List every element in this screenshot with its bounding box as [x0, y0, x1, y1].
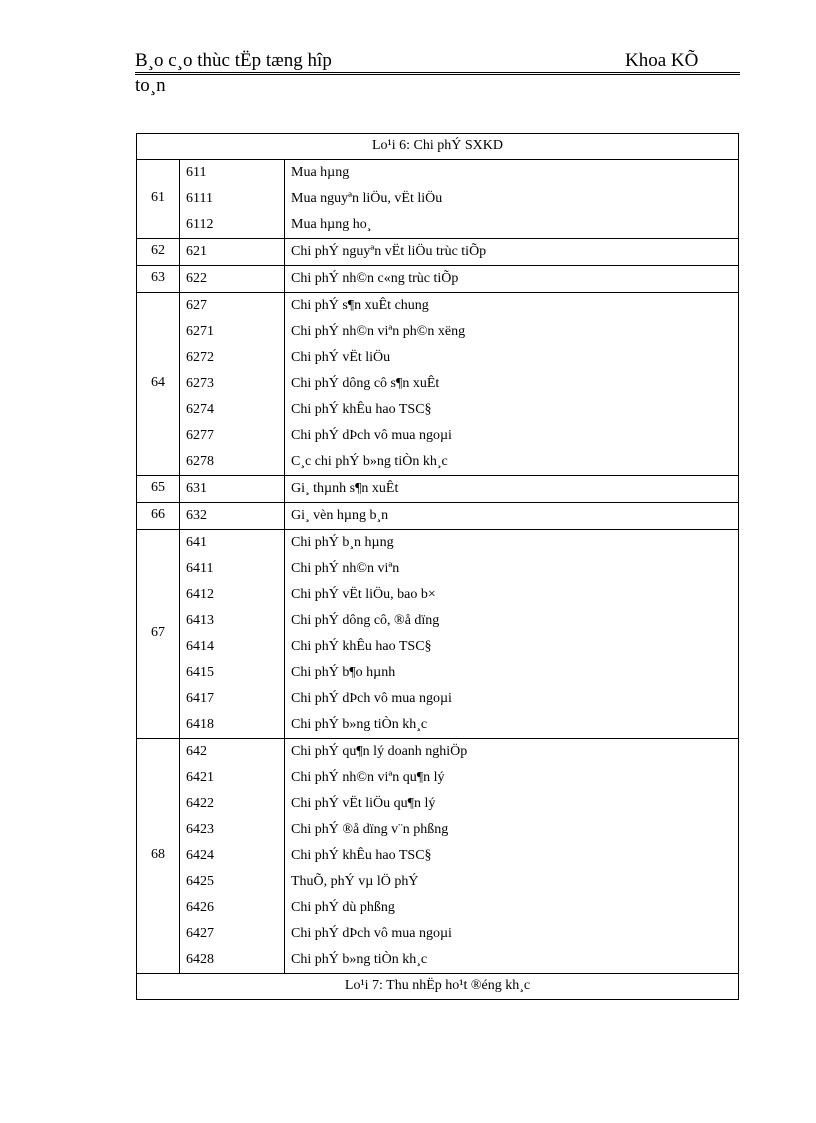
sub-account-code: 6271	[186, 323, 214, 339]
sub-account-code-cell	[180, 159, 285, 238]
account-name: Mua nguyªn liÖu, vËt liÖu	[291, 190, 443, 206]
account-name: Mua hµng	[291, 164, 350, 180]
account-name: Mua hµng ho¸	[291, 216, 372, 232]
class7-title: Lo¹i 7: Thu nhËp ho¹t ®éng kh¸c	[137, 973, 739, 999]
account-group-code: 62	[137, 238, 180, 265]
account-name: Gi¸ vèn hµng b¸n	[291, 507, 389, 523]
sub-account-code: 6423	[186, 821, 214, 837]
account-name: Chi phÝ khÊu hao TSC§	[291, 401, 432, 417]
header-report-title: B¸o c¸o thùc tËp tæng hîp	[135, 50, 332, 71]
sub-account-code: 631	[186, 480, 207, 496]
sub-account-code: 641	[186, 534, 207, 550]
account-chart-table	[136, 133, 739, 1000]
account-name: Chi phÝ nh©n c«ng trùc tiÕp	[291, 270, 459, 286]
account-name: Chi phÝ dÞch vô mua ngoµi	[291, 690, 452, 706]
account-name-cell	[285, 265, 739, 292]
account-name: Chi phÝ ®å dïng v¨n phßng	[291, 821, 449, 837]
account-name-cell	[285, 159, 739, 238]
account-group-row	[137, 238, 739, 265]
sub-account-code: 642	[186, 743, 207, 759]
sub-account-code: 6427	[186, 925, 214, 941]
account-group-row	[137, 738, 739, 973]
sub-account-code: 6411	[186, 560, 214, 576]
account-name: Chi phÝ nguyªn vËt liÖu trùc tiÕp	[291, 243, 487, 259]
account-name: Chi phÝ dông cô, ®å dïng	[291, 612, 440, 628]
account-name: Chi phÝ dù phßng	[291, 899, 395, 915]
account-name: ThuÕ, phÝ vµ lÖ phÝ	[291, 873, 419, 889]
account-group-code: 64	[137, 292, 180, 475]
account-name: Chi phÝ dông cô s¶n xuÊt	[291, 375, 440, 391]
sub-account-code: 6414	[186, 638, 214, 654]
sub-account-code-cell	[180, 529, 285, 738]
sub-account-code: 6278	[186, 453, 214, 469]
header-double-rule	[135, 74, 740, 75]
account-group-code: 67	[137, 529, 180, 738]
account-name-cell	[285, 292, 739, 475]
account-name-cell	[285, 529, 739, 738]
account-name: C¸c chi phÝ b»ng tiÒn kh¸c	[291, 453, 448, 469]
account-name-cell	[285, 738, 739, 973]
account-group-row	[137, 265, 739, 292]
sub-account-code: 622	[186, 270, 207, 286]
account-name: Chi phÝ b»ng tiÒn kh¸c	[291, 716, 428, 732]
account-name: Gi¸ thµnh s¶n xuÊt	[291, 480, 399, 496]
sub-account-code: 6277	[186, 427, 214, 443]
sub-account-code: 6425	[186, 873, 214, 889]
account-group-code: 61	[137, 159, 180, 238]
sub-account-code: 6428	[186, 951, 214, 967]
sub-account-code: 632	[186, 507, 207, 523]
account-group-code: 63	[137, 265, 180, 292]
sub-account-code: 6412	[186, 586, 214, 602]
account-group-code: 65	[137, 475, 180, 502]
sub-account-code: 627	[186, 297, 207, 313]
account-name: Chi phÝ nh©n viªn ph©n xëng	[291, 323, 466, 339]
account-name: Chi phÝ dÞch vô mua ngoµi	[291, 925, 452, 941]
header-continuation: to¸n	[135, 75, 166, 96]
sub-account-code: 6417	[186, 690, 214, 706]
account-name-cell	[285, 502, 739, 529]
sub-account-code: 6272	[186, 349, 214, 365]
account-name: Chi phÝ khÊu hao TSC§	[291, 638, 432, 654]
account-group-row	[137, 159, 739, 238]
sub-account-code: 6418	[186, 716, 214, 732]
sub-account-code: 6421	[186, 769, 214, 785]
sub-account-code-cell	[180, 738, 285, 973]
account-group-code: 68	[137, 738, 180, 973]
sub-account-code-cell	[180, 502, 285, 529]
account-name: Chi phÝ vËt liÖu qu¶n lý	[291, 795, 436, 811]
class6-heading-row	[137, 134, 739, 160]
sub-account-code-cell	[180, 292, 285, 475]
sub-account-code: 6413	[186, 612, 214, 628]
account-name: Chi phÝ dÞch vô mua ngoµi	[291, 427, 452, 443]
account-name: Chi phÝ nh©n viªn qu¶n lý	[291, 769, 445, 785]
account-name: Chi phÝ khÊu hao TSC§	[291, 847, 432, 863]
class7-heading-row	[137, 973, 739, 999]
sub-account-code: 6415	[186, 664, 214, 680]
account-name-cell	[285, 238, 739, 265]
account-name: Chi phÝ vËt liÖu	[291, 349, 391, 365]
sub-account-code: 6422	[186, 795, 214, 811]
sub-account-code: 6426	[186, 899, 214, 915]
sub-account-code: 6274	[186, 401, 214, 417]
account-name: Chi phÝ qu¶n lý doanh nghiÖp	[291, 743, 468, 759]
sub-account-code: 6112	[186, 216, 214, 232]
account-name: Chi phÝ b¶o hµnh	[291, 664, 396, 680]
header-faculty: Khoa KÕ	[625, 50, 699, 71]
account-group-row	[137, 292, 739, 475]
sub-account-code: 6111	[186, 190, 213, 206]
sub-account-code-cell	[180, 265, 285, 292]
account-group-row	[137, 502, 739, 529]
sub-account-code-cell	[180, 475, 285, 502]
account-name: Chi phÝ s¶n xuÊt chung	[291, 297, 429, 313]
sub-account-code: 6273	[186, 375, 214, 391]
page-header	[135, 50, 740, 73]
class6-title: Lo¹i 6: Chi phÝ SXKD	[137, 134, 739, 160]
account-group-code: 66	[137, 502, 180, 529]
account-group-row	[137, 475, 739, 502]
account-name-cell	[285, 475, 739, 502]
sub-account-code: 611	[186, 164, 207, 180]
sub-account-code: 621	[186, 243, 207, 259]
account-name: Chi phÝ vËt liÖu, bao b×	[291, 586, 436, 602]
account-name: Chi phÝ b¸n hµng	[291, 534, 394, 550]
account-group-row	[137, 529, 739, 738]
sub-account-code-cell	[180, 238, 285, 265]
account-name: Chi phÝ b»ng tiÒn kh¸c	[291, 951, 428, 967]
account-name: Chi phÝ nh©n viªn	[291, 560, 400, 576]
sub-account-code: 6424	[186, 847, 214, 863]
